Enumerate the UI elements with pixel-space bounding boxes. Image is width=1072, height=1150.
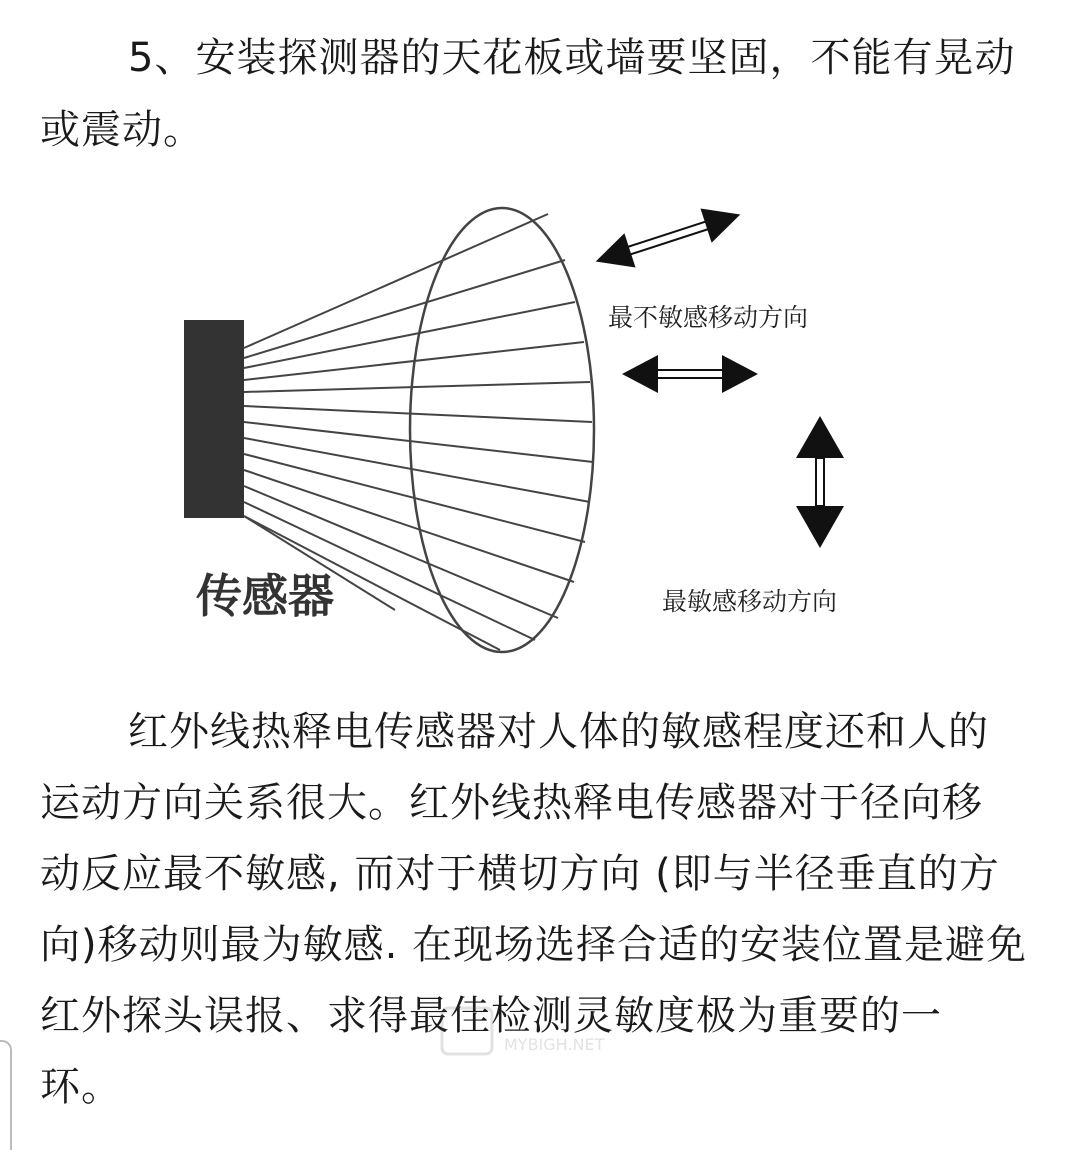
watermark-text: MYBIGH.NET (504, 1035, 605, 1054)
text-line: 或震动。 (40, 107, 204, 153)
sensor-label: 传感器 (196, 569, 334, 623)
detection-cone-ellipse (410, 208, 594, 652)
text-line: 红外探头误报、求得最佳检测灵敏度极为重要的一 (40, 993, 942, 1039)
paragraph-installation-tip (40, 22, 1040, 166)
text-line: 红外线热释电传感器对人体的敏感程度还和人的 (128, 709, 989, 755)
double-arrow-icon (796, 416, 844, 548)
double-arrow-icon (622, 355, 758, 393)
text-line: 5、安装探测器的天花板或墙要坚固，不能有晃动 (128, 35, 1016, 81)
text-line: 动反应最不敏感, 而对于横切方向 (即与半径垂直的方 (40, 851, 1000, 897)
watermark-logo (438, 1000, 638, 1062)
text-line: 运动方向关系很大。红外线热释电传感器对于径向移 (40, 780, 983, 826)
sensor-block (184, 320, 244, 518)
least-sensitive-label: 最不敏感移动方向 (608, 303, 809, 332)
diagram-svg (0, 190, 1072, 670)
text-line: 向)移动则最为敏感. 在现场选择合适的安装位置是避免 (40, 922, 1028, 968)
scroll-edge-indicator (0, 1040, 12, 1150)
sensor-direction-diagram (0, 190, 1072, 670)
text-line: 环。 (40, 1064, 122, 1110)
most-sensitive-label: 最敏感移动方向 (662, 587, 838, 616)
double-arrow-icon (590, 197, 746, 278)
